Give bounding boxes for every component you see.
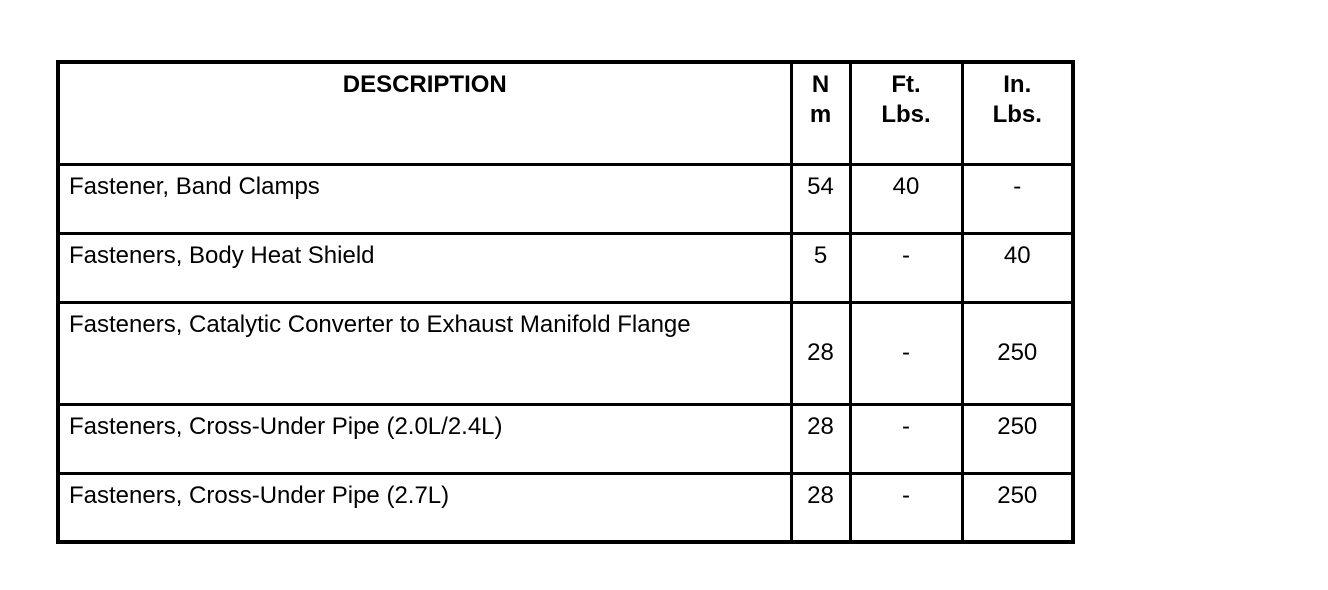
cell-nm: 28 [791,302,850,404]
header-description: DESCRIPTION [58,62,791,164]
cell-nm: 28 [791,473,850,542]
header-nm: N m [791,62,850,164]
cell-ft-lbs: - [850,473,962,542]
table-row [58,404,1073,473]
cell-in-lbs: - [962,164,1073,233]
cell-in-lbs: 250 [962,473,1073,542]
cell-description: Fasteners, Cross-Under Pipe (2.7L) [58,473,791,542]
cell-ft-lbs: - [850,404,962,473]
cell-nm: 5 [791,233,850,302]
cell-ft-lbs: - [850,302,962,404]
table-row [58,473,1073,542]
cell-in-lbs: 250 [962,404,1073,473]
cell-in-lbs: 250 [962,302,1073,404]
cell-ft-lbs: 40 [850,164,962,233]
cell-nm: 28 [791,404,850,473]
table-row [58,302,1073,404]
cell-in-lbs: 40 [962,233,1073,302]
cell-description: Fasteners, Cross-Under Pipe (2.0L/2.4L) [58,404,791,473]
cell-description: Fastener, Band Clamps [58,164,791,233]
cell-description: Fasteners, Catalytic Converter to Exhaust Manifold Flange [58,302,791,404]
cell-nm: 54 [791,164,850,233]
table-header-row [58,62,1073,164]
table-row [58,233,1073,302]
torque-specifications-table [56,60,1075,544]
cell-description: Fasteners, Body Heat Shield [58,233,791,302]
table-row [58,164,1073,233]
header-ft-lbs: Ft. Lbs. [850,62,962,164]
header-in-lbs: In. Lbs. [962,62,1073,164]
cell-ft-lbs: - [850,233,962,302]
